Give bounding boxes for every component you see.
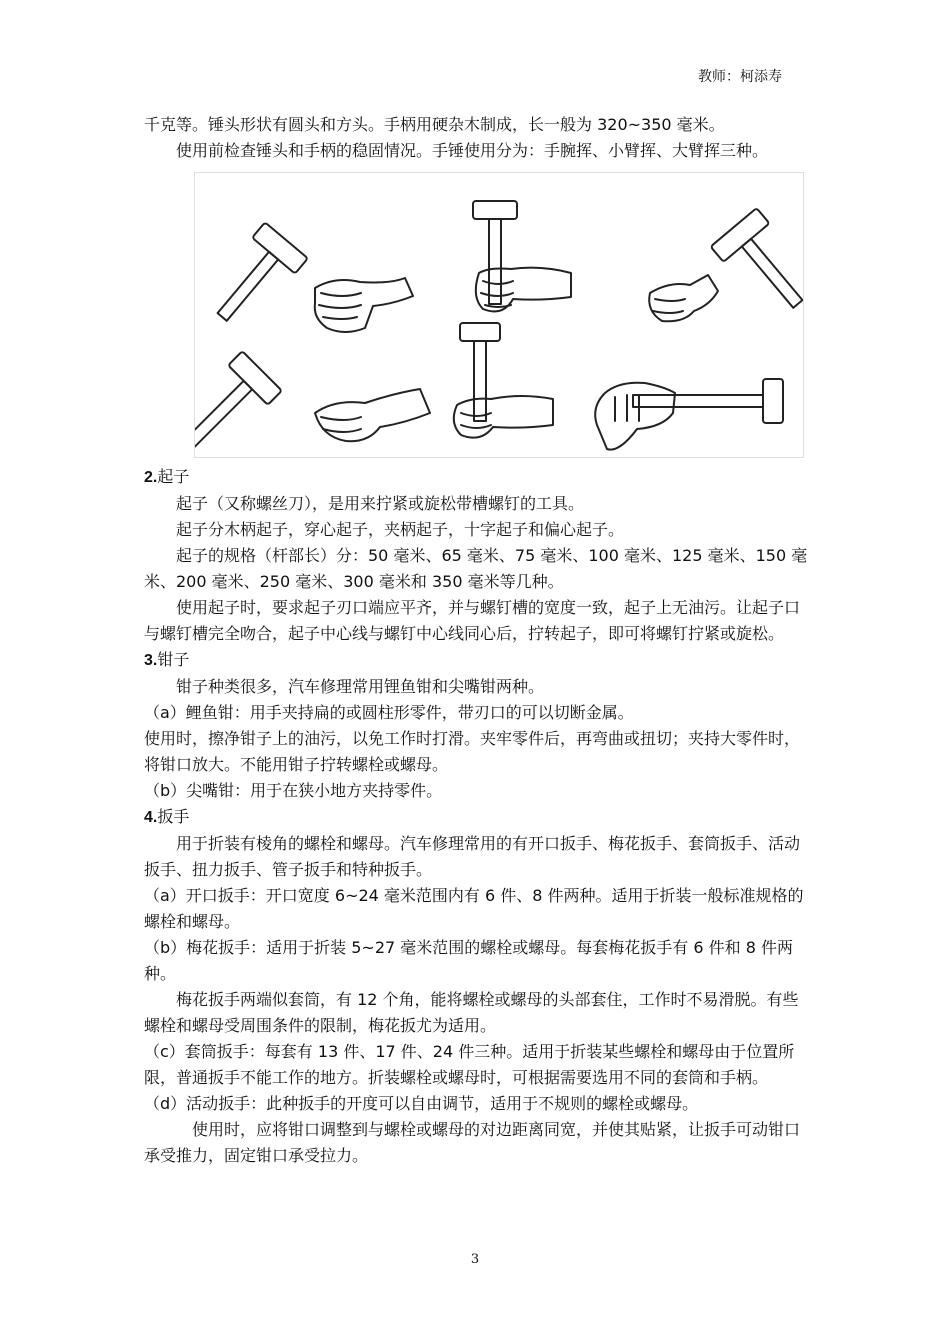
teacher-header: 教师：柯添寿: [698, 69, 782, 85]
hammer-icon: [711, 208, 803, 323]
hand-icon: [315, 278, 413, 332]
hand-icon: [595, 383, 675, 450]
page-number: 3: [470, 1252, 480, 1267]
section-number: 3.: [144, 652, 158, 669]
hammer-icon: [201, 222, 308, 335]
paragraph: 用于折装有棱角的螺栓和螺母。汽车修理常用的有开口扳手、梅花扳手、套筒扳手、活动扳手、扭力扳手、管子扳手和特种扳手。: [144, 834, 801, 879]
hammer-icon: [195, 351, 282, 457]
section-heading-3: [144, 647, 809, 674]
section-title: 扳手: [157, 807, 190, 826]
section-title: 钳子: [157, 650, 190, 669]
paragraph: （a）鲤鱼钳：用手夹持扁的或圆柱形零件，带刃口的可以切断金属。: [144, 703, 634, 722]
paragraph: （b）梅花扳手：适用于折装 5~27 毫米范围的螺栓或螺母。每套梅花扳手有 6 件和 8 件两种。: [144, 938, 793, 983]
hand-icon: [315, 389, 430, 441]
paragraph: 使用时，应将钳口调整到与螺栓或螺母的对边距离同宽，并使其贴紧，让扳手可动钳口承受推力，固定钳口承受拉力。: [144, 1120, 801, 1165]
paragraph: 钳子种类很多，汽车修理常用锂鱼钳和尖嘴钳两种。: [176, 677, 545, 696]
paragraph: 使用起子时，要求起子刃口端应平齐，并与螺钉槽的宽度一致，起子上无油污。让起子口与螺钉槽完全吻合，起子中心线与螺钉中心线同心后，拧转起子，即可将螺钉拧紧或旋松。: [144, 598, 801, 643]
paragraph: 起子分木柄起子，穿心起子，夹柄起子，十字起子和偏心起子。: [176, 520, 625, 539]
paragraph: 起子（又称螺丝刀），是用来拧紧或旋松带槽螺钉的工具。: [176, 494, 585, 513]
section-heading-2: [144, 464, 809, 491]
hammer-icon: [473, 201, 517, 304]
paragraph: （b）尖嘴钳：用于在狭小地方夹持零件。: [144, 781, 443, 800]
hammer-icon: [460, 323, 500, 421]
section-number: 4.: [144, 809, 158, 826]
paragraph: 千克等。锤头形状有圆头和方头。手柄用硬杂木制成，长一般为 320~350 毫米。: [144, 115, 725, 134]
hand-icon: [454, 396, 553, 438]
hand-icon: [649, 275, 718, 321]
paragraph: 起子的规格（杆部长）分：50 毫米、65 毫米、75 毫米、100 毫米、125 毫米、150 毫米、200 毫米、250 毫米、300 毫米和 350 毫米等几种。: [144, 546, 808, 591]
paragraph: （a）开口扳手：开口宽度 6~24 毫米范围内有 6 件、8 件两种。适用于折装一般标准规格的螺栓和螺母。: [144, 886, 804, 931]
section-title: 起子: [157, 467, 190, 486]
section-number: 2.: [144, 469, 158, 486]
document-body: [144, 112, 809, 1169]
paragraph: （d）活动扳手：此种扳手的开度可以自由调节，适用于不规则的螺栓或螺母。: [144, 1094, 699, 1113]
paragraph: 使用前检查锤头和手柄的稳固情况。手锤使用分为：手腕挥、小臂挥、大臂挥三种。: [176, 141, 769, 160]
paragraph: 梅花扳手两端似套筒，有 12 个角，能将螺栓或螺母的头部套住，工作时不易滑脱。有些螺栓和螺母受周围条件的限制，梅花扳尤为适用。: [144, 990, 799, 1035]
section-heading-4: [144, 804, 809, 831]
paragraph: 使用时，擦净钳子上的油污，以免工作时打滑。夹牢零件后，再弯曲或扭切；夹持大零件时，将钳口放大。不能用钳子拧转螺栓或螺母。: [144, 729, 801, 774]
hammer-grip-illustration: [194, 172, 804, 458]
paragraph: （c）套筒扳手：每套有 13 件、17 件、24 件三种。适用于折装某些螺栓和螺母由于位置所限，普通扳手不能工作的地方。折装螺栓或螺母时，可根据需要选用不同的套筒和手柄。: [144, 1042, 795, 1087]
